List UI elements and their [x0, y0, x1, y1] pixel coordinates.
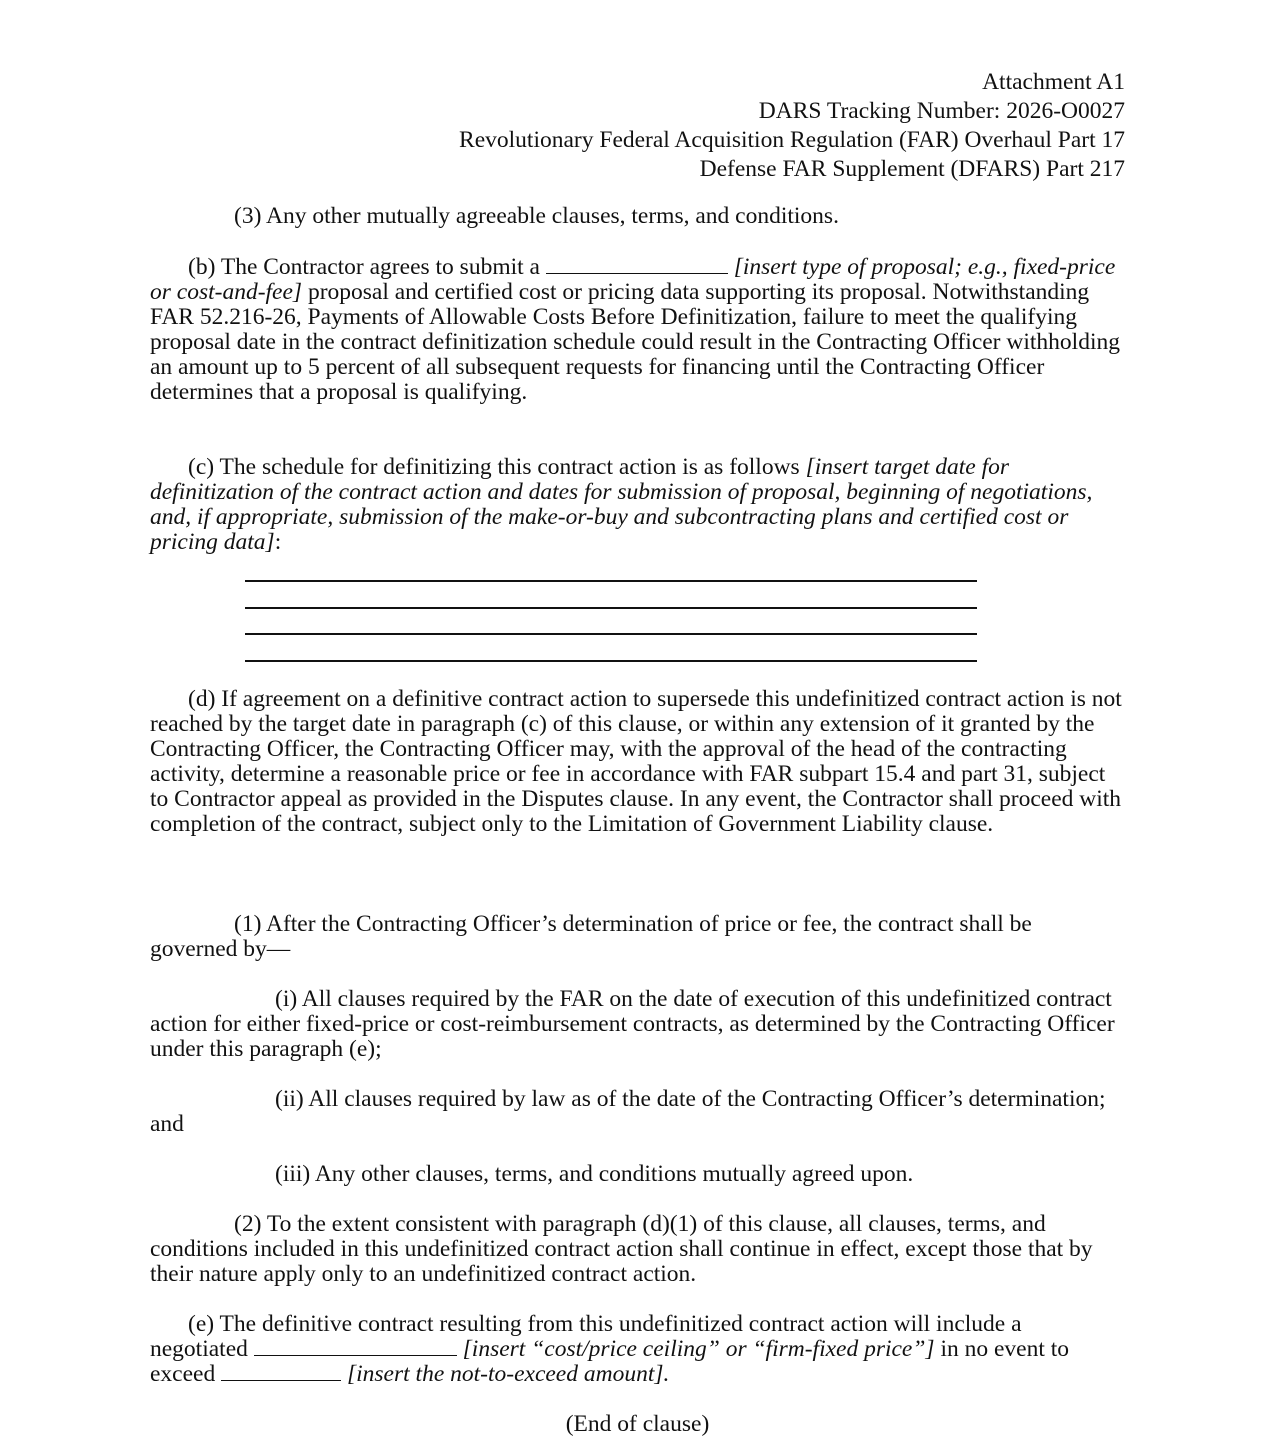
not-to-exceed-blank	[221, 1362, 341, 1381]
paragraph-c	[150, 455, 1125, 555]
paragraph-b-lead: (b) The Contractor agrees to submit a	[188, 254, 540, 280]
paragraph-a3	[150, 204, 1125, 229]
paragraph-a3-text: (3) Any other mutually agreeable clauses, terms, and conditions.	[234, 203, 839, 229]
paragraph-d1	[150, 912, 1125, 962]
document-header	[459, 68, 1125, 184]
paragraph-d2-text: (2) To the extent consistent with paragraph (d)(1) of this clause, all clauses, terms, and conditions included in this undefinitized contract action shall continue in effect, except those that by their nature apply only to an undefinitized contract action.	[150, 1211, 1093, 1287]
paragraph-e-insert-amount: [insert the not-to-exceed amount].	[346, 1361, 670, 1387]
paragraph-d1-iii	[150, 1162, 1125, 1187]
paragraph-c-lead: (c) The schedule for definitizing this contract action is as follows	[188, 454, 806, 480]
paragraph-d2	[150, 1212, 1125, 1287]
proposal-type-blank	[546, 255, 728, 274]
price-type-blank	[254, 1337, 457, 1356]
header-dfars-part: Defense FAR Supplement (DFARS) Part 217	[699, 156, 1125, 182]
paragraph-e-lead: (e) The definitive contract resulting from this undefinitized contract action will include a negotiated	[150, 1311, 1022, 1362]
end-of-clause: (End of clause)	[565, 1411, 710, 1437]
schedule-line	[245, 633, 977, 635]
schedule-line	[245, 580, 977, 582]
header-attachment: Attachment A1	[982, 69, 1125, 95]
schedule-line	[245, 660, 977, 662]
paragraph-e	[150, 1312, 1125, 1387]
paragraph-d1-i	[150, 987, 1125, 1062]
paragraph-d1-text: (1) After the Contracting Officer’s determination of price or fee, the contract shall be governed by—	[150, 911, 1032, 962]
paragraph-d1-i-text: (i) All clauses required by the FAR on the date of execution of this undefinitized contract action for either fixed-price or cost-reimbursement contracts, as determined by the Contracting Officer under this paragraph (e);	[150, 986, 1115, 1062]
paragraph-b	[150, 255, 1125, 405]
paragraph-d1-ii-text: (ii) All clauses required by law as of the date of the Contracting Officer’s determination; and	[150, 1086, 1106, 1137]
paragraph-d	[150, 687, 1125, 837]
paragraph-b-insert: [insert type of proposal; e.g., fixed-price or cost-and-fee]	[150, 254, 1116, 305]
schedule-line	[245, 607, 977, 609]
header-far-part: Revolutionary Federal Acquisition Regulation (FAR) Overhaul Part 17	[459, 127, 1125, 153]
paragraph-e-insert-price-type: [insert “cost/price ceiling” or “firm-fixed price”]	[462, 1336, 935, 1362]
paragraph-c-tail: :	[274, 529, 282, 555]
paragraph-c-insert: [insert target date for definitization of the contract action and dates for submission of proposal, beginning of negotiations, and, if appropriate, submission of the make-or-buy and subcontracting plans and certified cost or pricing data]	[150, 454, 1093, 555]
paragraph-d1-ii	[150, 1087, 1125, 1137]
header-tracking-number: DARS Tracking Number: 2026-O0027	[758, 98, 1125, 124]
paragraph-d-text: (d) If agreement on a definitive contract action to supersede this undefinitized contract action is not reached by the target date in paragraph (c) of this clause, or within any extension of it granted by the Contracting Officer, the Contracting Officer may, with the approval of the head of the contracting activity, determine a reasonable price or fee in accordance with FAR subpart 15.4 and part 31, subject to Contractor appeal as provided in the Disputes clause. In any event, the Contractor shall proceed with completion of the contract, subject only to the Limitation of Government Liability clause.	[150, 686, 1122, 837]
paragraph-d1-iii-text: (iii) Any other clauses, terms, and conditions mutually agreed upon.	[275, 1161, 914, 1187]
paragraph-e-mid: in no event to exceed	[150, 1336, 1070, 1387]
paragraph-b-rest: proposal and certified cost or pricing data supporting its proposal. Notwithstanding FAR 52.216-26, Payments of Allowable Costs Before Definitization, failure to meet the qualifying proposal date in the contract definitization schedule could result in the Contracting Officer withholding an amount up to 5 percent of all subsequent requests for financing until the Contracting Officer determines that a proposal is qualifying.	[150, 279, 1120, 405]
